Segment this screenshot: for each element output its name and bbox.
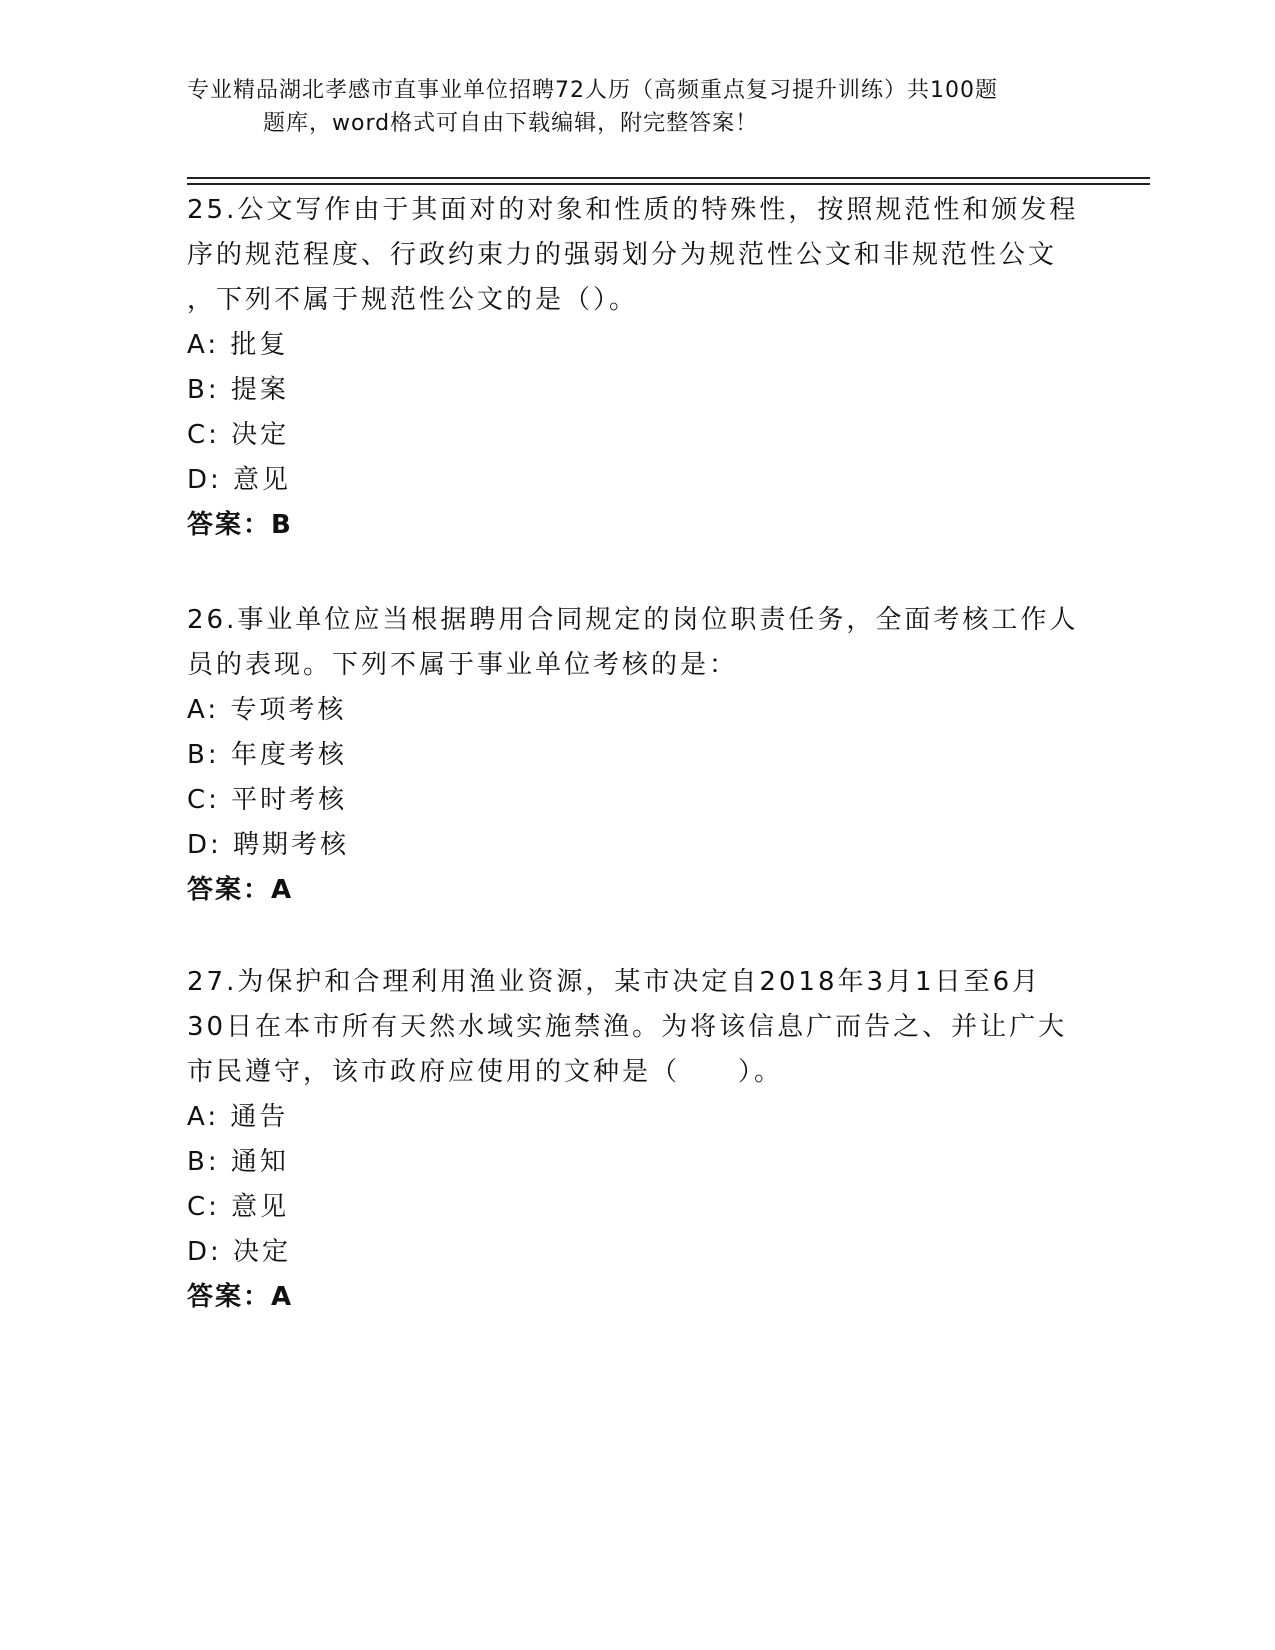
option-b: B: 年度考核: [187, 740, 347, 770]
question-27: [187, 960, 1087, 1320]
question-26: [187, 598, 1087, 913]
option-d: D: 意见: [187, 465, 292, 495]
header-line-1: 专业精品湖北孝感市直事业单位招聘72人历（高频重点复习提升训练）共100题: [187, 78, 998, 103]
question-text-line: 序的规范程度、行政约束力的强弱划分为规范性公文和非规范性公文: [187, 240, 1058, 270]
question-text-line: 27.为保护和合理利用渔业资源，某市决定自2018年3月1日至6月: [187, 967, 1042, 997]
option-c: C: 平时考核: [187, 785, 348, 815]
option-a: A: 批复: [187, 330, 289, 360]
header-divider-top: [187, 177, 1150, 179]
question-text-line: 市民遵守，该市政府应使用的文种是（ ）。: [187, 1057, 784, 1087]
header-divider-bottom: [187, 183, 1150, 185]
option-c: C: 决定: [187, 420, 290, 450]
option-b: B: 提案: [187, 375, 289, 405]
option-d: D: 聘期考核: [187, 830, 350, 860]
answer: 答案：A: [187, 1282, 294, 1312]
question-text-line: ，下列不属于规范性公文的是（）。: [187, 285, 639, 315]
document-header: [187, 74, 1087, 140]
answer: 答案：B: [187, 510, 293, 540]
option-a: A: 通告: [187, 1102, 289, 1132]
question-text-line: 员的表现。下列不属于事业单位考核的是：: [187, 650, 739, 680]
question-text-line: 25.公文写作由于其面对的对象和性质的特殊性，按照规范性和颁发程: [187, 195, 1079, 225]
header-line-2: 题库，word格式可自由下载编辑，附完整答案！: [263, 111, 759, 136]
question-text-line: 26.事业单位应当根据聘用合同规定的岗位职责任务，全面考核工作人: [187, 605, 1079, 635]
option-b: B: 通知: [187, 1147, 289, 1177]
option-c: C: 意见: [187, 1192, 290, 1222]
question-text-line: 30日在本市所有天然水域实施禁渔。为将该信息广而告之、并让广大: [187, 1012, 1068, 1042]
answer: 答案：A: [187, 875, 294, 905]
option-a: A: 专项考核: [187, 695, 347, 725]
option-d: D: 决定: [187, 1237, 292, 1267]
question-25: [187, 188, 1087, 548]
